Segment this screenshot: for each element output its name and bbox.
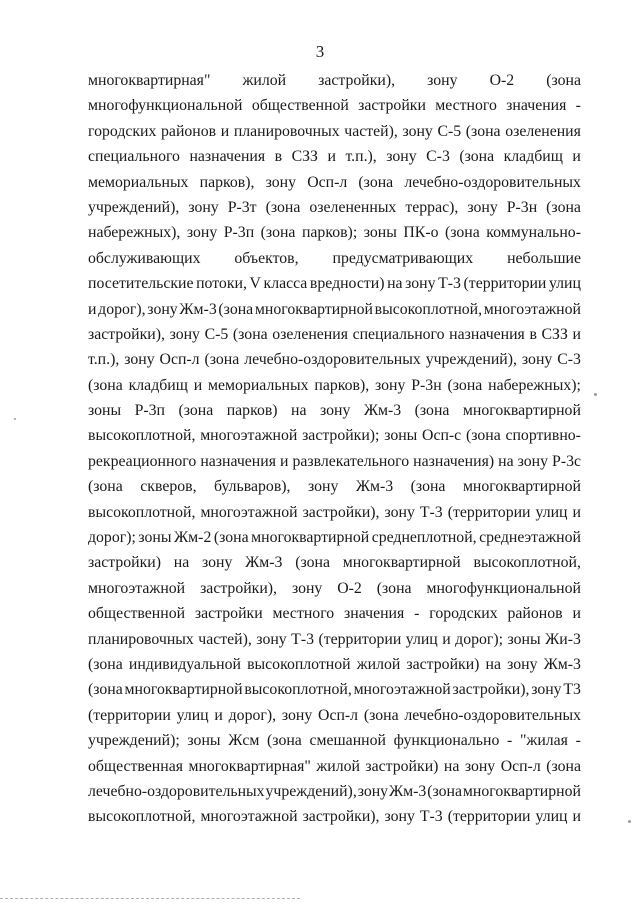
text-line: дорог); зоны Жм-2 (зона многоквартирной среднеплотной, среднеэтажной <box>88 529 581 547</box>
text-line: высокоплотной, многоэтажной застройки); зоны Осп-с (зона спортивно- <box>88 427 581 445</box>
text-line: многоэтажной застройки), зону О-2 (зона многофункциональной <box>88 579 581 597</box>
text-line: рекреационного назначения и развлекательного назначения) на зону Р-3с <box>88 452 581 470</box>
text-line: высокоплотной, многоэтажной застройки), зону Т-3 (территории улиц и <box>88 808 581 826</box>
text-line: общественная многоквартирная" жилой застройки) на зону Осп-л (зона <box>88 757 581 775</box>
text-line: (территории улиц и дорог), зону Осп-л (зона лечебно-оздоровительных <box>88 706 581 724</box>
text-line: планировочных частей), зону Т-3 (территории улиц и дорог); зоны Жи-3 <box>88 630 581 648</box>
scan-artifact <box>594 393 597 396</box>
text-line: специального назначения в СЗЗ и т.п.), зону С-3 (зона кладбищ и <box>88 148 581 166</box>
text-line: т.п.), зону Осп-л (зона лечебно-оздоровительных учреждений), зону С-3 <box>88 351 581 369</box>
text-line: и дорог), зону Жм-3 (зона многоквартирной высокоплотной, многоэтажной <box>88 300 581 318</box>
text-line: общественной застройки местного значения - городских районов и <box>88 605 581 623</box>
text-line: посетительские потоки, V класса вредности) на зону Т-3 (территории улиц <box>88 275 581 293</box>
text-line: застройки) на зону Жм-3 (зона многоквартирной высокоплотной, <box>88 554 581 572</box>
text-line: мемориальных парков), зону Осп-л (зона лечебно-оздоровительных <box>88 173 581 191</box>
text-line: высокоплотной, многоэтажной застройки), зону Т-3 (территории улиц и <box>88 503 581 521</box>
scan-artifact <box>628 820 631 823</box>
text-line: зоны Р-3п (зона парков) на зону Жм-3 (зона многоквартирной <box>88 402 581 420</box>
body-text <box>88 68 581 830</box>
text-line: (зона скверов, бульваров), зону Жм-3 (зона многоквартирной <box>88 478 581 496</box>
text-line: учреждений); зоны Жсм (зона смешанной функционально - "жилая - <box>88 732 581 750</box>
text-line: (зона индивидуальной высокоплотной жилой застройки) на зону Жм-3 <box>88 655 581 673</box>
text-line: застройки), зону С-5 (зона озеленения специального назначения в СЗЗ и <box>88 325 581 343</box>
text-line: (зона многоквартирной высокоплотной, многоэтажной застройки), зону Т3 <box>88 681 581 699</box>
text-line: учреждений), зону Р-3т (зона озелененных террас), зону Р-3н (зона <box>88 198 581 216</box>
text-line: многофункциональной общественной застройки местного значения - <box>88 97 581 115</box>
text-line: многоквартирная" жилой застройки), зону О-2 (зона <box>88 72 581 89</box>
page-number: 3 <box>315 42 325 61</box>
scan-artifact <box>14 418 16 420</box>
text-line: обслуживающих объектов, предусматривающих небольшие <box>88 249 581 267</box>
text-line: лечебно-оздоровительных учреждений), зону Жм-3 (зона многоквартирной <box>88 782 581 800</box>
text-line: (зона кладбищ и мемориальных парков), зону Р-3н (зона набережных); <box>88 376 581 394</box>
text-line: набережных), зону Р-3п (зона парков); зоны ПК-о (зона коммунально- <box>88 224 581 242</box>
scan-edge <box>0 898 300 899</box>
text-line: городских районов и планировочных частей), зону С-5 (зона озеленения <box>88 122 581 140</box>
